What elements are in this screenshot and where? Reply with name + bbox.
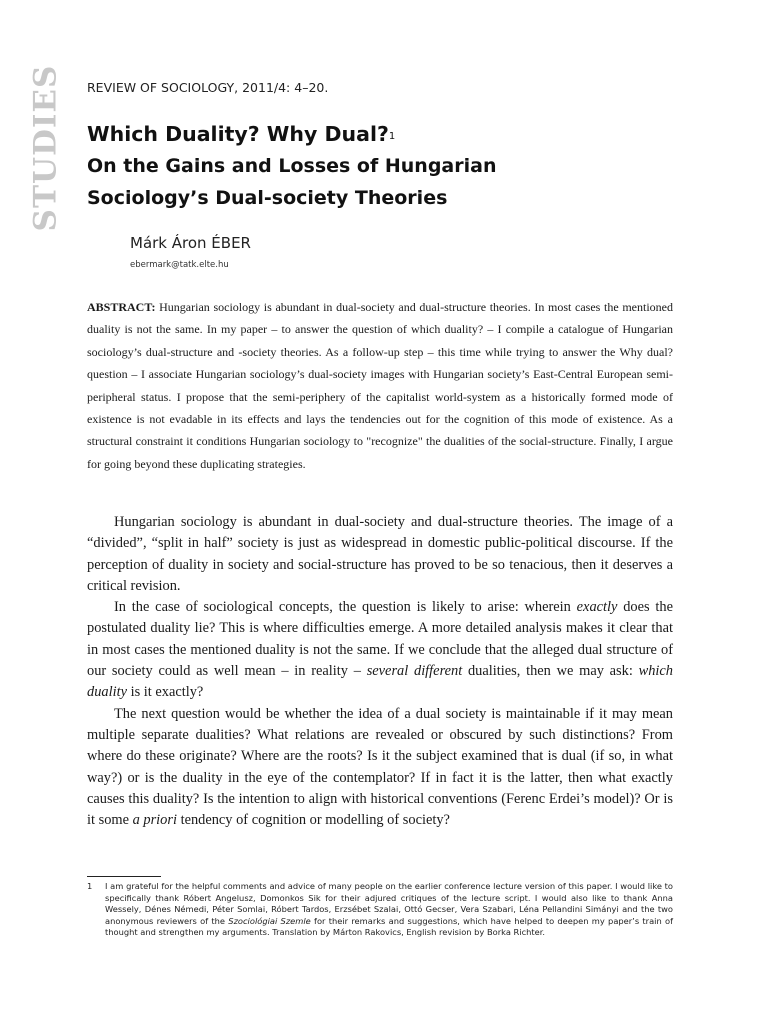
footnote-text-b: for their remarks and suggestions, which have helped to deepen my paper’s train of thought and strengthen my arguments. Translation by Márton Rakovics, English revision by Borka Richter. <box>105 915 673 938</box>
article-title <box>87 120 687 148</box>
body-paragraph-1: Hungarian sociology is abundant in dual-society and dual-structure theories. The image of a “divided”, “split in half” society is just as widespread in domestic public-political discourse. If the perception of duality in society and social-structure has proved to be so tenacious, then it deserves a critical revision. <box>87 514 673 594</box>
abstract <box>87 296 673 475</box>
p2-text-d: is it exactly? <box>126 684 204 701</box>
title-footnote-ref[interactable]: 1 <box>388 131 396 142</box>
body-paragraph-3 <box>87 704 673 832</box>
body-text <box>87 512 673 831</box>
subtitle-line-2: Sociology’s Dual-society Theories <box>87 187 448 209</box>
body-paragraph-2 <box>87 597 673 703</box>
p2-emphasis-which-duality: which duality <box>87 663 673 701</box>
article-title-text: Which Duality? Why Dual? <box>87 122 389 146</box>
footnote-text <box>105 881 673 939</box>
footnote-text-a: I am grateful for the helpful comments and advice of many people on the earlier conference lecture version of this paper. I would like to specifically thank Róbert Angelusz, Domonkos Sik for their adjured critiques of the lecture script. I would also like to thank Anna Wessely, Dénes Némedi, Péter Somlai, Róbert Tardos, Erzsébet Szalai, Ottó Gecser, Vera Szabari, Léna Pellandini Simányi and the two anonymous reviewers of the <box>105 881 673 926</box>
p3-emphasis-a-priori: a priori <box>132 812 177 829</box>
footnote-number: 1 <box>87 881 93 891</box>
article-subtitle <box>87 150 687 214</box>
p2-text-a: In the case of sociological concepts, the question is likely to arise: wherein <box>114 599 577 616</box>
p3-text-b: tendency of cognition or modelling of society? <box>176 812 450 829</box>
p2-text-c: dualities, then we may ask: <box>462 663 639 680</box>
author-email[interactable]: ebermark@tatk.elte.hu <box>130 260 229 270</box>
abstract-text: Hungarian sociology is abundant in dual-society and dual-structure theories. In most cases the mentioned duality is not the same. In my paper – to answer the question of which duality? – I compile a catalogue of Hungarian sociology’s dual-structure and -society theories. As a follow-up step – this time while trying to answer the Why dual? question – I associate Hungarian sociology’s dual-society images with Hungarian society’s East-Central European semi-peripheral status. I propose that the semi-periphery of the capitalist world-system as a historically formed mode of existence is not evadable in its effects and lays the tendencies out for the cognition of this mode of existence. As a structural constraint it conditions Hungarian sociology to "recognize" the dualities of the social-structure. Finally, I argue for going beyond these duplicating strategies. <box>87 300 673 471</box>
section-label <box>20 64 70 232</box>
p2-emphasis-exactly: exactly <box>576 599 618 616</box>
journal-citation: REVIEW OF SOCIOLOGY, 2011/4: 4–20. <box>87 80 329 95</box>
footnote-1 <box>87 881 673 939</box>
article-title-block <box>87 120 687 214</box>
p2-emphasis-several-different: several different <box>366 663 463 680</box>
subtitle-line-1: On the Gains and Losses of Hungarian <box>87 155 497 177</box>
footnote-journal-name: Szociológiai Szemle <box>228 915 311 926</box>
author-name: Márk Áron ÉBER <box>130 234 251 252</box>
abstract-label: ABSTRACT: <box>87 300 156 314</box>
footnote-divider <box>87 876 161 877</box>
p2-text-b: does the postulated duality lie? This is where difficulties emerge. A more detailed analysis makes it clear that in most cases the mentioned duality is not the same. If we conclude that the alleged dual structure of our society could as well mean – in reality – <box>87 599 673 680</box>
p3-text-a: The next question would be whether the idea of a dual society is maintainable if it may mean multiple separate dualities? What relations are revealed or obscured by such distinctions? From where do these originate? Where are the roots? Is it the subject examined that is dual (if so, in what way?) or is the duality in the eye of the contemplator? If in fact it is the latter, then what exactly causes this duality? Is the intention to align with historical conventions (Ferenc Erdei’s model)? Or is it some <box>87 705 673 829</box>
section-label-text: STUDIES <box>27 64 64 232</box>
